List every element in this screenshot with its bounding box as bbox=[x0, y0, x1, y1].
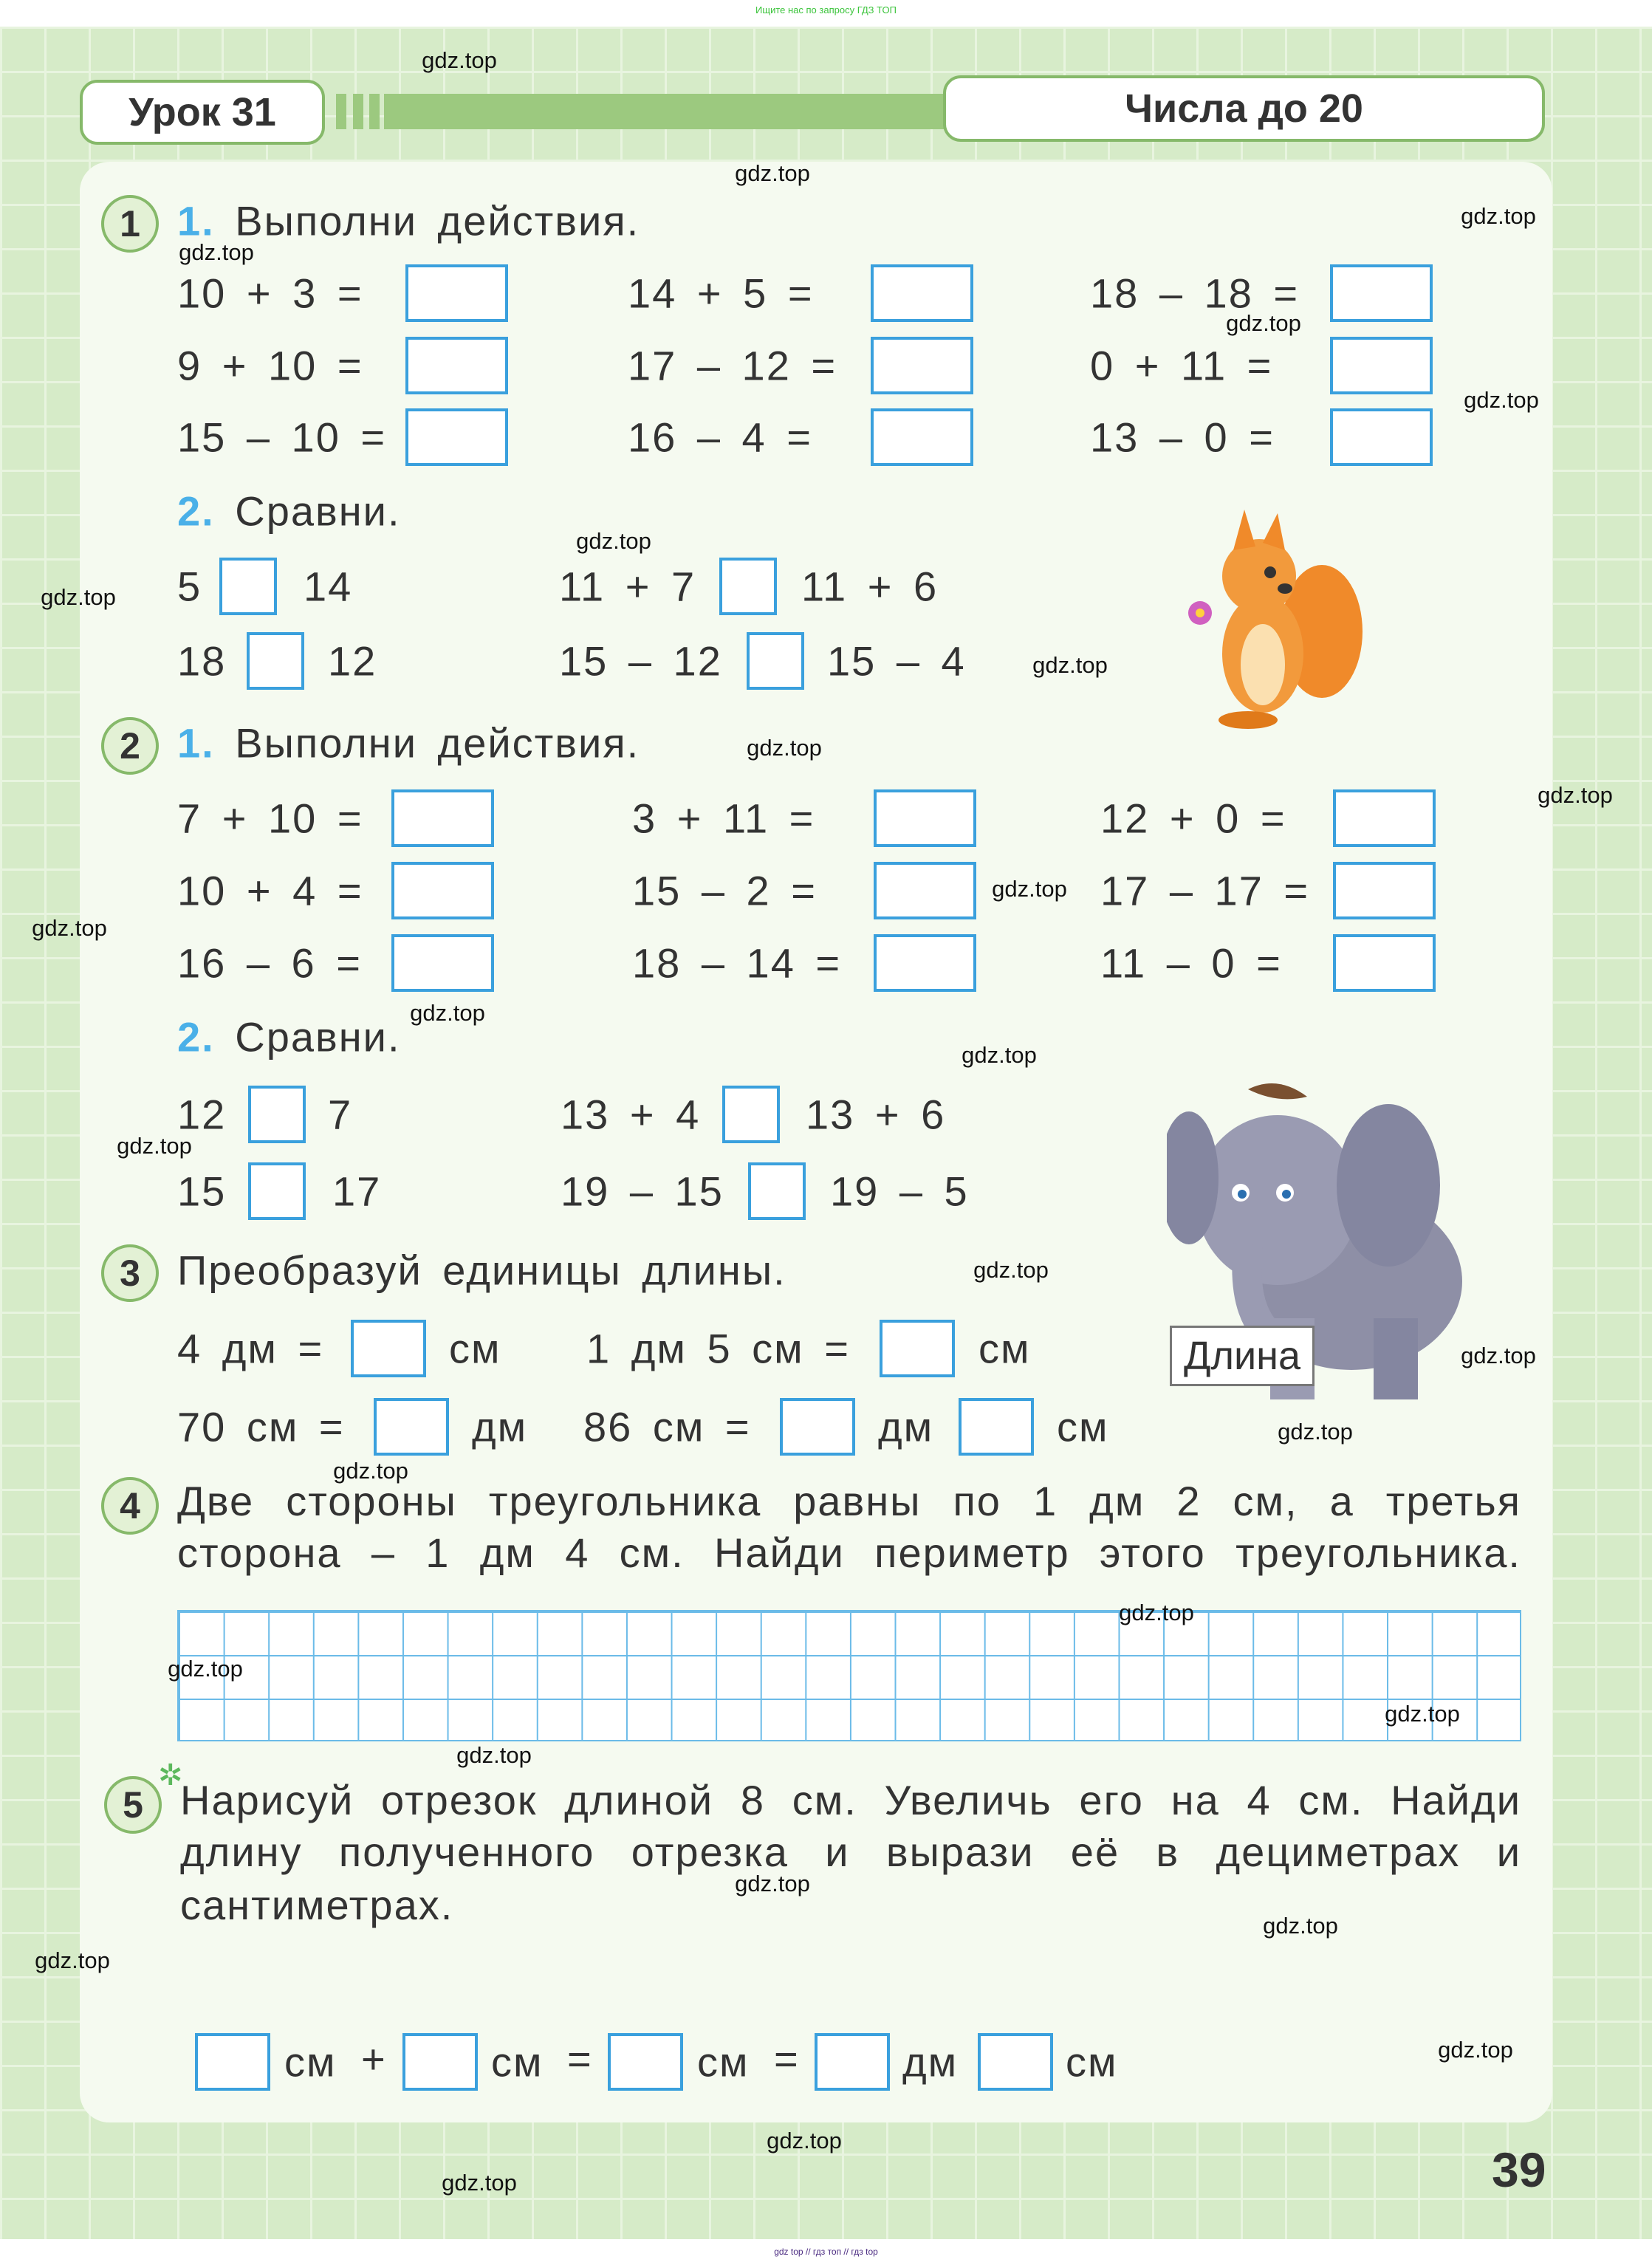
unit-label: см bbox=[978, 1325, 1031, 1372]
expression: 10 + 4 = bbox=[177, 867, 363, 914]
watermark: gdz.top bbox=[1385, 1701, 1460, 1727]
subtask-num: 2. bbox=[177, 1013, 215, 1060]
watermark: gdz.top bbox=[168, 1656, 243, 1682]
unit-label: дм bbox=[878, 1403, 934, 1450]
compare-box[interactable] bbox=[722, 1086, 780, 1143]
watermark: gdz.top bbox=[1464, 387, 1539, 413]
compare-right: 15 – 4 bbox=[827, 637, 966, 685]
compare-right: 19 – 5 bbox=[830, 1168, 969, 1215]
conversion-text: 4 дм = bbox=[177, 1325, 324, 1372]
answer-box[interactable] bbox=[402, 2033, 478, 2091]
task-2-2-heading bbox=[177, 1013, 401, 1061]
task-1-2-heading bbox=[177, 487, 401, 535]
watermark: gdz.top bbox=[735, 1871, 810, 1896]
squirrel-illustration bbox=[1174, 506, 1374, 731]
answer-box[interactable] bbox=[608, 2033, 683, 2091]
watermark: gdz.top bbox=[1538, 782, 1613, 808]
watermark: gdz.top bbox=[442, 2170, 517, 2196]
task-number-1: 1 bbox=[101, 195, 159, 253]
expression: 12 + 0 = bbox=[1100, 795, 1286, 842]
answer-box[interactable] bbox=[1333, 789, 1436, 847]
answer-box[interactable] bbox=[978, 2033, 1053, 2091]
watermark: gdz.top bbox=[1438, 2037, 1513, 2063]
task-number-2: 2 bbox=[101, 717, 159, 775]
answer-box[interactable] bbox=[874, 862, 976, 919]
answer-box[interactable] bbox=[405, 264, 508, 322]
compare-left: 13 + 4 bbox=[561, 1091, 701, 1138]
watermark: gdz.top bbox=[1278, 1419, 1353, 1445]
task-3-heading: Преобразуй единицы длины. bbox=[177, 1247, 786, 1294]
watermark: gdz.top bbox=[1119, 1600, 1194, 1625]
answer-box[interactable] bbox=[1330, 408, 1433, 466]
answer-box[interactable] bbox=[391, 934, 494, 992]
watermark: gdz.top bbox=[1461, 203, 1536, 229]
watermark: gdz.top bbox=[333, 1458, 408, 1484]
watermark: gdz.top bbox=[422, 47, 497, 73]
watermark: gdz.top bbox=[767, 2128, 842, 2153]
expression: 16 – 4 = bbox=[628, 414, 812, 461]
lesson-box: Урок 31 bbox=[80, 80, 325, 145]
compare-left: 15 bbox=[177, 1168, 227, 1215]
unit-label: см bbox=[1066, 2038, 1118, 2086]
watermark: gdz.top bbox=[973, 1257, 1049, 1283]
watermark: gdz.top bbox=[41, 584, 116, 610]
watermark: gdz.top bbox=[1263, 1913, 1338, 1939]
subtask-label: Сравни. bbox=[235, 487, 401, 535]
answer-box[interactable] bbox=[195, 2033, 270, 2091]
answer-box[interactable] bbox=[959, 1398, 1034, 1456]
expression: 7 + 10 = bbox=[177, 795, 363, 842]
subtask-label: Выполни действия. bbox=[235, 197, 640, 244]
expression: 13 – 0 = bbox=[1090, 414, 1275, 461]
answer-box[interactable] bbox=[871, 264, 973, 322]
compare-left: 18 bbox=[177, 637, 227, 685]
top-banner: Ищите нас по запросу ГДЗ ТОП bbox=[755, 4, 897, 16]
compare-left: 11 + 7 bbox=[559, 563, 696, 610]
answer-box[interactable] bbox=[780, 1398, 855, 1456]
expression: 18 – 14 = bbox=[632, 939, 842, 987]
operator: = bbox=[774, 2035, 800, 2083]
unit-label: см bbox=[1057, 1403, 1109, 1450]
compare-box[interactable] bbox=[248, 1086, 306, 1143]
compare-left: 12 bbox=[177, 1091, 227, 1138]
answer-box[interactable] bbox=[874, 789, 976, 847]
compare-right: 14 bbox=[304, 563, 353, 610]
watermark: gdz.top bbox=[1461, 1343, 1536, 1368]
compare-box[interactable] bbox=[747, 632, 804, 690]
compare-right: 11 + 6 bbox=[801, 563, 939, 610]
watermark: gdz.top bbox=[735, 160, 810, 186]
watermark: gdz.top bbox=[1032, 652, 1108, 678]
watermark: gdz.top bbox=[962, 1042, 1037, 1068]
conversion-text: 86 см = bbox=[583, 1403, 751, 1450]
task-number-3: 3 bbox=[101, 1244, 159, 1302]
header-bar bbox=[384, 94, 945, 129]
expression: 10 + 3 = bbox=[177, 270, 363, 317]
compare-left: 15 – 12 bbox=[559, 637, 722, 685]
answer-box[interactable] bbox=[871, 337, 973, 394]
watermark: gdz.top bbox=[179, 239, 254, 265]
expression: 0 + 11 = bbox=[1090, 342, 1273, 389]
subtask-num: 1. bbox=[177, 197, 215, 244]
page-number: 39 bbox=[1492, 2142, 1546, 2197]
answer-box[interactable] bbox=[874, 934, 976, 992]
unit-label: см bbox=[697, 2038, 750, 2086]
answer-grid[interactable] bbox=[177, 1610, 1521, 1741]
expression: 17 – 12 = bbox=[628, 342, 837, 389]
answer-box[interactable] bbox=[1330, 264, 1433, 322]
answer-box[interactable] bbox=[1333, 862, 1436, 919]
conversion-text: 1 дм 5 см = bbox=[586, 1325, 850, 1372]
picture-label: Длина bbox=[1170, 1326, 1315, 1386]
watermark: gdz.top bbox=[35, 1947, 110, 1973]
footer-text: gdz top // гдз топ // гдз top bbox=[774, 2247, 878, 2257]
compare-box[interactable] bbox=[247, 632, 304, 690]
compare-box[interactable] bbox=[748, 1162, 806, 1220]
expression: 18 – 18 = bbox=[1090, 270, 1300, 317]
header-stripe bbox=[336, 94, 346, 129]
expression: 3 + 11 = bbox=[632, 795, 815, 842]
answer-box[interactable] bbox=[351, 1320, 426, 1377]
task-number-4: 4 bbox=[101, 1477, 159, 1535]
expression: 15 – 2 = bbox=[632, 867, 817, 914]
task-number-5: 5 bbox=[104, 1776, 162, 1834]
answer-box[interactable] bbox=[1333, 934, 1436, 992]
expression: 16 – 6 = bbox=[177, 939, 362, 987]
expression: 11 – 0 = bbox=[1100, 939, 1282, 987]
answer-box[interactable] bbox=[871, 408, 973, 466]
watermark: gdz.top bbox=[576, 528, 651, 554]
task-4-line: Две стороны треугольника равны по 1 дм 2 см, а третья bbox=[177, 1478, 1521, 1524]
watermark: gdz.top bbox=[1226, 310, 1301, 336]
compare-right: 17 bbox=[332, 1168, 382, 1215]
header-stripe bbox=[353, 94, 363, 129]
answer-box[interactable] bbox=[880, 1320, 955, 1377]
task-5-line: длину полученного отрезка и вырази её в дециметрах и bbox=[180, 1829, 1521, 1875]
task-1-1-heading bbox=[177, 197, 640, 245]
unit-label: см bbox=[449, 1325, 501, 1372]
watermark: gdz.top bbox=[747, 735, 822, 761]
header-stripe bbox=[369, 94, 380, 129]
compare-box[interactable] bbox=[219, 558, 277, 615]
compare-right: 7 bbox=[328, 1091, 353, 1138]
answer-box[interactable] bbox=[405, 408, 508, 466]
expression: 9 + 10 = bbox=[177, 342, 363, 389]
answer-box[interactable] bbox=[374, 1398, 449, 1456]
unit-label: см bbox=[284, 2038, 337, 2086]
subtask-label: Сравни. bbox=[235, 1013, 401, 1060]
compare-left: 19 – 15 bbox=[561, 1168, 724, 1215]
watermark: gdz.top bbox=[992, 876, 1067, 902]
subtask-num: 2. bbox=[177, 487, 215, 535]
compare-right: 13 + 6 bbox=[806, 1091, 946, 1138]
topic-box: Числа до 20 bbox=[943, 75, 1545, 142]
subtask-label: Выполни действия. bbox=[235, 719, 640, 767]
compare-right: 12 bbox=[328, 637, 377, 685]
expression: 14 + 5 = bbox=[628, 270, 814, 317]
watermark: gdz.top bbox=[456, 1742, 532, 1768]
compare-left: 5 bbox=[177, 563, 202, 610]
unit-label: дм bbox=[902, 2038, 959, 2086]
unit-label: см bbox=[491, 2038, 544, 2086]
compare-box[interactable] bbox=[248, 1162, 306, 1220]
answer-box[interactable] bbox=[405, 337, 508, 394]
subtask-num: 1. bbox=[177, 719, 215, 767]
unit-label: дм bbox=[472, 1403, 528, 1450]
answer-box[interactable] bbox=[815, 2033, 890, 2091]
watermark: gdz.top bbox=[410, 1000, 485, 1026]
task-4-line: сторона – 1 дм 4 см. Найди периметр этого треугольника. bbox=[177, 1529, 1521, 1576]
task-2-1-heading bbox=[177, 719, 640, 767]
answer-box[interactable] bbox=[391, 789, 494, 847]
expression: 17 – 17 = bbox=[1100, 867, 1310, 914]
operator: + bbox=[361, 2035, 387, 2083]
task-5-line: Нарисуй отрезок длиной 8 см. Увеличь его на 4 см. Найди bbox=[180, 1777, 1521, 1823]
answer-box[interactable] bbox=[1330, 337, 1433, 394]
compare-box[interactable] bbox=[719, 558, 777, 615]
expression: 15 – 10 = bbox=[177, 414, 387, 461]
conversion-text: 70 см = bbox=[177, 1403, 345, 1450]
task-5-line: сантиметрах. bbox=[180, 1882, 454, 1928]
watermark: gdz.top bbox=[32, 915, 107, 941]
answer-box[interactable] bbox=[391, 862, 494, 919]
watermark: gdz.top bbox=[117, 1133, 192, 1159]
operator: = bbox=[567, 2035, 593, 2083]
star-icon: ✲ bbox=[158, 1759, 185, 1792]
